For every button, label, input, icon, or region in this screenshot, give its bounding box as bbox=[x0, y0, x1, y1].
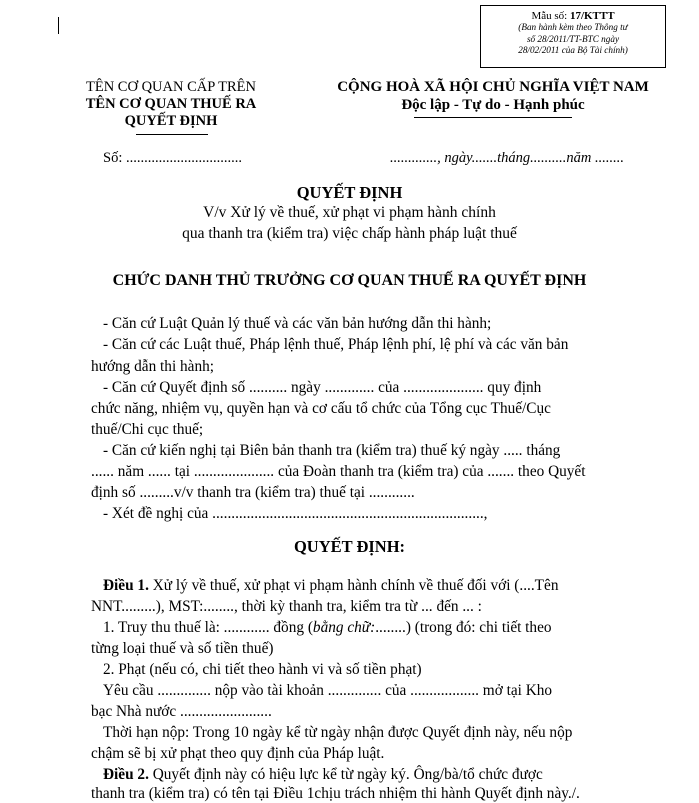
basis-line-7: - Căn cứ kiến nghị tại Biên bản thanh tra (kiểm tra) thuế ký ngày ..... tháng bbox=[103, 442, 561, 459]
document-number: Số: ................................ bbox=[103, 150, 242, 166]
form-code bbox=[481, 10, 665, 22]
article-2-text: Quyết định này có hiệu lực kể từ ngày ký. Ông/bà/tổ chức được bbox=[148, 766, 543, 783]
form-code-label: Mẫu số: bbox=[531, 10, 570, 22]
basis-line-4: - Căn cứ Quyết định số .......... ngày ............. của ..................... quy định bbox=[103, 379, 542, 396]
article-1-line-1 bbox=[103, 577, 558, 595]
basis-line-1: - Căn cứ Luật Quản lý thuế và các văn bản hướng dẫn thi hành; bbox=[103, 315, 492, 332]
motto-underline bbox=[414, 117, 572, 118]
item-1-suffix: ........) (trong đó: chi tiết theo bbox=[375, 619, 552, 636]
basis-line-5: chức năng, nhiệm vụ, quyền hạn và cơ cấu tổ chức của Tổng cục Thuế/Cục bbox=[91, 400, 551, 417]
document-subject-line-1: V/v Xử lý về thuế, xử phạt vi phạm hành chính bbox=[203, 204, 496, 221]
article-1-require-line-1: Yêu cầu .............. nộp vào tài khoản .............. của .................. mở tại Kho bbox=[103, 682, 553, 699]
item-1-italic: bằng chữ: bbox=[312, 619, 376, 636]
document-date: ............., ngày.......tháng..........năm ........ bbox=[390, 150, 625, 166]
basis-line-2: - Căn cứ các Luật thuế, Pháp lệnh thuế, Pháp lệnh phí, lệ phí và các văn bản bbox=[103, 336, 569, 353]
form-note-line-1: (Ban hành kèm theo Thông tư bbox=[518, 22, 628, 32]
issuing-authority: CHỨC DANH THỦ TRƯỞNG CƠ QUAN THUẾ RA QUYẾT ĐỊNH bbox=[112, 272, 587, 289]
text-cursor bbox=[58, 17, 59, 34]
form-note-line-2: số 28/2011/TT-BTC ngày bbox=[526, 33, 620, 44]
decision-heading: QUYẾT ĐỊNH: bbox=[293, 537, 406, 556]
article-1-item-1 bbox=[103, 619, 552, 637]
article-1-text: Xử lý về thuế, xử phạt vi phạm hành chính về thuế đối với (....Tên bbox=[148, 577, 559, 594]
basis-line-8: ...... năm ...... tại ..................... của Đoàn thanh tra (kiểm tra) của ....... theo Quyết bbox=[91, 463, 586, 480]
document-title: QUYẾT ĐỊNH bbox=[296, 183, 403, 202]
article-1-item-1-line-2: từng loại thuế và số tiền thuế) bbox=[91, 640, 274, 657]
basis-line-6: thuế/Chi cục thuế; bbox=[91, 421, 204, 438]
article-1-require-line-2: bạc Nhà nước ........................ bbox=[91, 703, 272, 720]
agency-name-line-1: TÊN CƠ QUAN THUẾ RA bbox=[85, 96, 257, 112]
article-1-item-2: 2. Phạt (nếu có, chi tiết theo hành vi và số tiền phạt) bbox=[103, 661, 422, 678]
agency-name-line-2: QUYẾT ĐỊNH bbox=[124, 113, 218, 129]
form-note-line-3: 28/02/2011 của Bộ Tài chính) bbox=[518, 45, 628, 55]
country-name: CỘNG HOÀ XÃ HỘI CHỦ NGHĨA VIỆT NAM bbox=[337, 79, 649, 95]
motto: Độc lập - Tự do - Hạnh phúc bbox=[401, 97, 585, 113]
basis-line-9: định số .........v/v thanh tra (kiểm tra) thuế tại ............ bbox=[91, 484, 415, 501]
item-1-prefix: 1. Truy thu thuế là: ............ đồng ( bbox=[103, 619, 313, 636]
agency-superior: TÊN CƠ QUAN CẤP TRÊN bbox=[86, 79, 256, 95]
article-2-label: Điều 2. bbox=[103, 766, 149, 783]
agency-underline bbox=[136, 134, 208, 135]
basis-line-3: hướng dẫn thi hành; bbox=[91, 358, 215, 375]
article-1-deadline-line-1: Thời hạn nộp: Trong 10 ngày kể từ ngày nhận được Quyết định này, nếu nộp bbox=[103, 724, 573, 741]
form-code-box bbox=[480, 5, 666, 68]
article-1-line-2: NNT.........), MST:........, thời kỳ thanh tra, kiểm tra từ ... đến ... : bbox=[91, 598, 482, 615]
basis-line-10: - Xét đề nghị của ......................................................................., bbox=[103, 505, 488, 522]
article-1-deadline-line-2: chậm sẽ bị xử phạt theo quy định của Pháp luật. bbox=[91, 745, 385, 762]
article-1-label: Điều 1. bbox=[103, 577, 149, 594]
article-2-line-2: thanh tra (kiểm tra) có tên tại Điều 1chịu trách nhiệm thi hành Quyết định này./. bbox=[91, 785, 580, 802]
article-2-line-1 bbox=[103, 766, 543, 784]
form-code-value: 17/KTTT bbox=[569, 10, 615, 22]
document-subject-line-2: qua thanh tra (kiểm tra) việc chấp hành pháp luật thuế bbox=[182, 225, 517, 242]
